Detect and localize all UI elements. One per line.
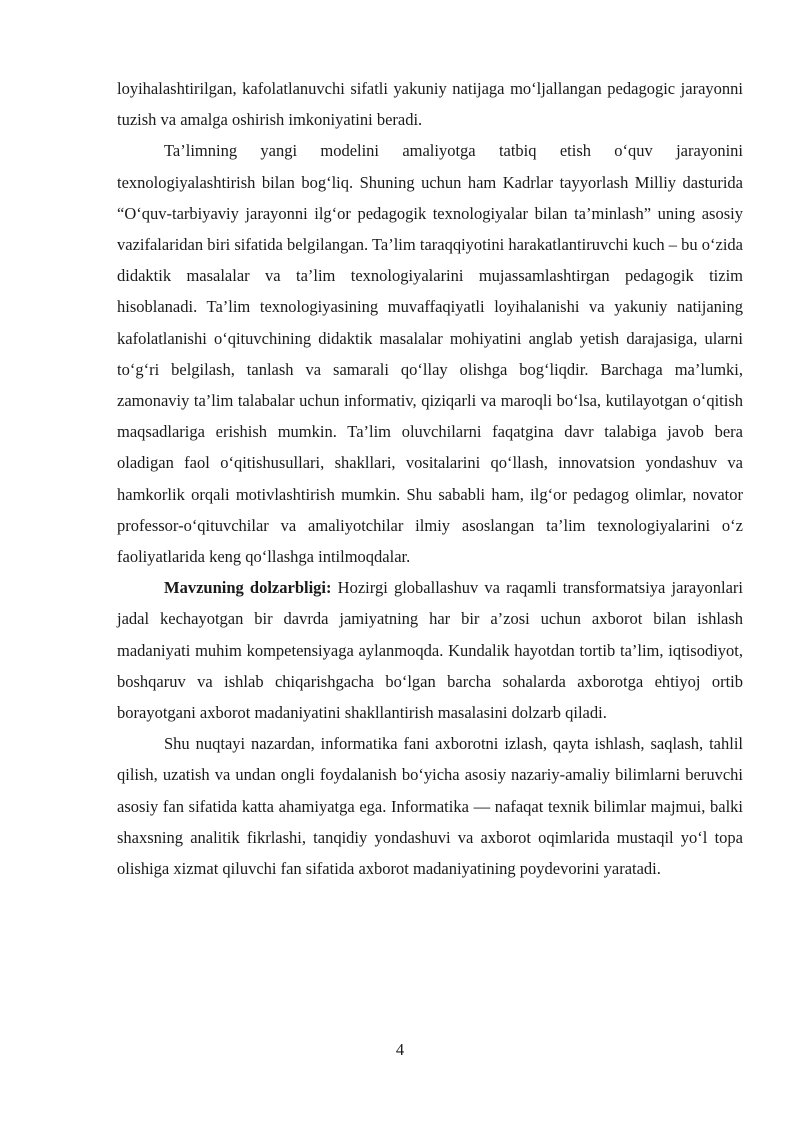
paragraph-topic-relevance [117,572,743,728]
topic-relevance-heading: Mavzuning dolzarbligi: [164,578,332,598]
topic-relevance-text: Hozirgi globallashuv va raqamli transformatsiya jarayonlari jadal kechayotgan bir davrda jamiyatning har bir a’zosi uchun axborot bilan ishlash madaniyati muhim kompetensiyaga aylanmoqda. Kundalik hayotdan tortib ta’lim, iqtisodiyot, boshqaruv va ishlab chiqarishgacha bo‘lgan barcha sohalarda axborotga ehtiyoj ortib borayotgani axborot madaniyatini shakllantirish masalasini dolzarb qiladi. [117,578,743,723]
page-number: 4 [395,1040,405,1059]
document-body [117,73,743,884]
paragraph-informatics: Shu nuqtayi nazardan, informatika fani axborotni izlash, qayta ishlash, saqlash, tahlil qilish, uzatish va undan ongli foydalanish bo‘yicha asosiy nazariy-amaliy bilimlarni beruvchi asosiy fan sifatida katta ahamiyatga ega. Informatika — nafaqat texnik bilimlar majmui, balki shaxsning analitik fikrlashi, tanqidiy yondashuvi va axborot oqimlarida mustaqil yo‘l topa olishiga xizmat qiluvchi fan sifatida axborot madaniyatining poydevorini yaratadi. [117,734,743,879]
paragraph-education-technology: Ta’limning yangi modelini amaliyotga tatbiq etish o‘quv jarayonini texnologiyalashtirish bilan bog‘liq. Shuning uchun ham Kadrlar tayyorlash Milliy dasturida “O‘quv-tarbiyaviy jarayonni ilg‘or pedagogik texnologiyalar bilan ta’minlash” uning asosiy vazifalaridan biri sifatida belgilangan. Ta’lim taraqqiyotini harakatlantiruvchi kuch – bu o‘zida didaktik masalalar va ta’lim texnologiyalarini mujassamlashtirgan pedagogik tizim hisoblanadi. Ta’lim texnologiyasining muvaffaqiyatli loyihalanishi va yakuniy natijaning kafolatlanishi o‘qituvchining didaktik masalalar mohiyatini anglab yetish darajasiga, ularni to‘g‘ri belgilash, tanlash va samarali qo‘llay olishga bog‘liqdir. Barchaga ma’lumki, zamonaviy ta’lim talabalar uchun informativ, qiziqarli va maroqli bo‘lsa, kutilayotgan o‘qitish maqsadlariga erishish mumkin. Ta’lim oluvchilarni faqatgina davr talabiga javob bera oladigan faol o‘qitishusullari, shakllari, vositalarini qo‘llash, innovatsion yondashuv va hamkorlik orqali motivlashtirish mumkin. Shu sababli ham, ilg‘or pedagog olimlar, novator professor-o‘qituvchilar va amaliyotchilar ilmiy asoslangan ta’lim texnologiyalarini o‘z faoliyatlarida keng qo‘llashga intilmoqdalar. [117,141,743,567]
paragraph-continuation: loyihalashtirilgan, kafolatlanuvchi sifatli yakuniy natijaga mo‘ljallangan pedagogic jarayonni tuzish va amalga oshirish imkoniyatini beradi. [117,79,743,130]
